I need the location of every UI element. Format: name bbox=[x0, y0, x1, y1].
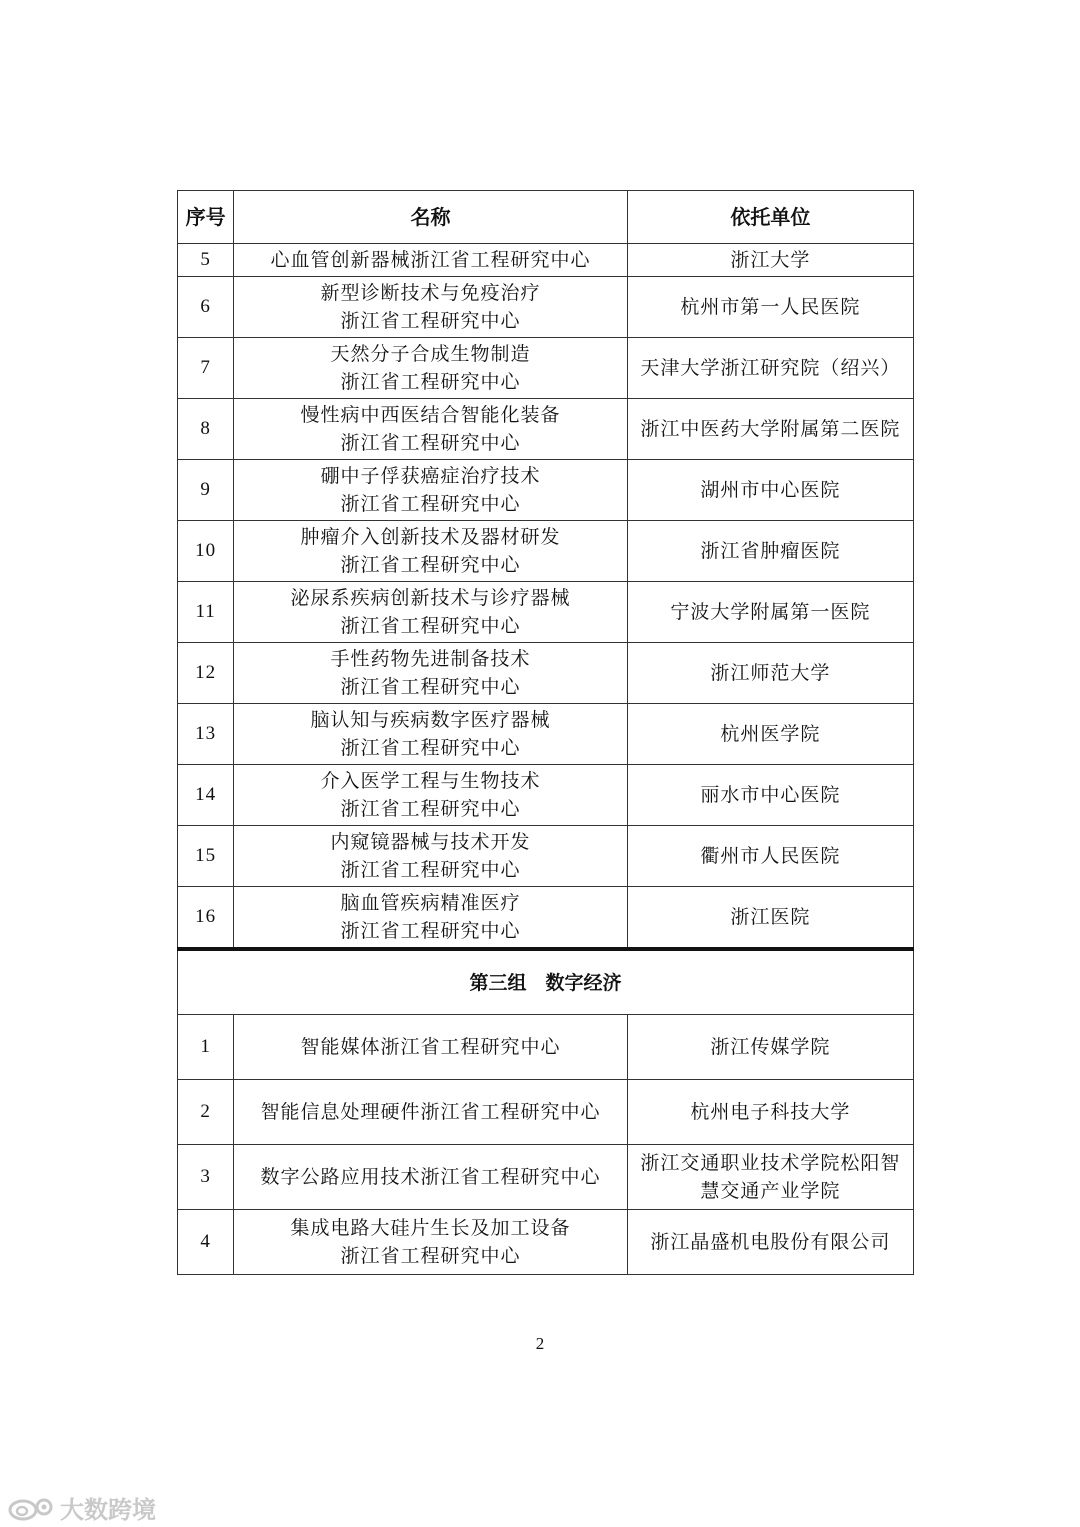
center-name-line: 浙江省工程研究中心 bbox=[340, 737, 521, 759]
host-unit bbox=[627, 643, 913, 704]
row-number: 16 bbox=[178, 887, 234, 950]
center-name-line: 浙江省工程研究中心 bbox=[340, 432, 521, 454]
row-number: 6 bbox=[178, 277, 234, 338]
host-unit bbox=[627, 887, 913, 950]
center-name-line: 浙江省工程研究中心 bbox=[340, 493, 521, 515]
row-number: 8 bbox=[178, 399, 234, 460]
center-name-line: 肿瘤介入创新技术及器材研发 bbox=[300, 526, 561, 548]
center-name-line: 浙江省工程研究中心 bbox=[340, 920, 521, 942]
host-unit-line: 丽水市中心医院 bbox=[700, 784, 841, 806]
center-name-line: 浙江省工程研究中心 bbox=[340, 859, 521, 881]
center-name-line: 数字公路应用技术浙江省工程研究中心 bbox=[260, 1166, 601, 1188]
table-row bbox=[178, 244, 914, 277]
center-name-line: 智能信息处理硬件浙江省工程研究中心 bbox=[260, 1101, 601, 1123]
table-row bbox=[178, 277, 914, 338]
center-name-line: 脑血管疾病精准医疗 bbox=[340, 892, 521, 914]
engineering-center-table bbox=[177, 190, 914, 1275]
table-header-row bbox=[178, 191, 914, 244]
host-unit bbox=[627, 521, 913, 582]
center-name bbox=[234, 826, 628, 887]
table-row bbox=[178, 521, 914, 582]
weibo-logo-icon bbox=[8, 1495, 54, 1521]
header-unit: 依托单位 bbox=[627, 191, 913, 244]
center-name-line: 浙江省工程研究中心 bbox=[340, 1245, 521, 1267]
host-unit-line: 宁波大学附属第一医院 bbox=[670, 601, 871, 623]
row-number: 15 bbox=[178, 826, 234, 887]
center-name bbox=[234, 704, 628, 765]
table-row bbox=[178, 1145, 914, 1210]
watermark-text: 大数跨境 bbox=[60, 1496, 156, 1524]
center-name-line: 硼中子俘获癌症治疗技术 bbox=[320, 465, 541, 487]
header-num: 序号 bbox=[178, 191, 234, 244]
center-name bbox=[234, 1145, 628, 1210]
center-name-line: 脑认知与疾病数字医疗器械 bbox=[310, 709, 551, 731]
host-unit bbox=[627, 460, 913, 521]
table-row bbox=[178, 887, 914, 950]
center-name-line: 浙江省工程研究中心 bbox=[340, 554, 521, 576]
center-name bbox=[234, 765, 628, 826]
group-title-row bbox=[178, 949, 914, 1015]
host-unit bbox=[627, 399, 913, 460]
host-unit-line: 衢州市人民医院 bbox=[700, 845, 841, 867]
table-row bbox=[178, 765, 914, 826]
row-number: 7 bbox=[178, 338, 234, 399]
row-number: 4 bbox=[178, 1210, 234, 1275]
host-unit bbox=[627, 826, 913, 887]
center-name-line: 浙江省工程研究中心 bbox=[340, 676, 521, 698]
watermark bbox=[8, 1490, 156, 1525]
host-unit-line: 湖州市中心医院 bbox=[700, 479, 841, 501]
center-name bbox=[234, 277, 628, 338]
center-name-line: 浙江省工程研究中心 bbox=[340, 798, 521, 820]
host-unit bbox=[627, 765, 913, 826]
table-row bbox=[178, 460, 914, 521]
row-number: 10 bbox=[178, 521, 234, 582]
center-name-line: 智能媒体浙江省工程研究中心 bbox=[300, 1036, 561, 1058]
table-row bbox=[178, 1015, 914, 1080]
host-unit-line: 杭州医学院 bbox=[720, 723, 821, 745]
center-name-line: 集成电路大硅片生长及加工设备 bbox=[290, 1217, 571, 1239]
host-unit bbox=[627, 582, 913, 643]
row-number: 1 bbox=[178, 1015, 234, 1080]
host-unit bbox=[627, 1210, 913, 1275]
row-number: 11 bbox=[178, 582, 234, 643]
center-name bbox=[234, 399, 628, 460]
center-name-line: 浙江省工程研究中心 bbox=[340, 615, 521, 637]
host-unit-line: 浙江中医药大学附属第二医院 bbox=[640, 418, 901, 440]
center-name bbox=[234, 460, 628, 521]
header-name: 名称 bbox=[234, 191, 628, 244]
host-unit bbox=[627, 1015, 913, 1080]
host-unit bbox=[627, 1080, 913, 1145]
host-unit-line: 杭州电子科技大学 bbox=[690, 1101, 851, 1123]
table-row bbox=[178, 338, 914, 399]
row-number: 13 bbox=[178, 704, 234, 765]
host-unit bbox=[627, 244, 913, 277]
center-name-line: 心血管创新器械浙江省工程研究中心 bbox=[270, 249, 591, 271]
host-unit-line: 浙江省肿瘤医院 bbox=[700, 540, 841, 562]
table-row bbox=[178, 1080, 914, 1145]
host-unit-line: 天津大学浙江研究院（绍兴） bbox=[640, 357, 901, 379]
host-unit-line: 浙江交通职业技术学院松阳智 bbox=[640, 1152, 901, 1174]
table-row bbox=[178, 704, 914, 765]
center-name-line: 浙江省工程研究中心 bbox=[340, 310, 521, 332]
table-row bbox=[178, 582, 914, 643]
host-unit-line: 浙江医院 bbox=[730, 906, 811, 928]
section-rows bbox=[178, 244, 914, 950]
host-unit bbox=[627, 1145, 913, 1210]
host-unit-line: 浙江传媒学院 bbox=[710, 1036, 831, 1058]
center-name bbox=[234, 582, 628, 643]
center-name bbox=[234, 1210, 628, 1275]
center-name bbox=[234, 244, 628, 277]
row-number: 5 bbox=[178, 244, 234, 277]
center-name-line: 介入医学工程与生物技术 bbox=[320, 770, 541, 792]
table-row bbox=[178, 826, 914, 887]
center-name-line: 天然分子合成生物制造 bbox=[330, 343, 531, 365]
center-name bbox=[234, 521, 628, 582]
center-name-line: 手性药物先进制备技术 bbox=[330, 648, 531, 670]
host-unit bbox=[627, 277, 913, 338]
group-section bbox=[178, 949, 914, 1275]
table-row bbox=[178, 643, 914, 704]
host-unit bbox=[627, 704, 913, 765]
center-name bbox=[234, 643, 628, 704]
table-row bbox=[178, 399, 914, 460]
host-unit-line: 浙江大学 bbox=[730, 249, 811, 271]
center-name-line: 泌尿系疾病创新技术与诊疗器械 bbox=[290, 587, 571, 609]
row-number: 3 bbox=[178, 1145, 234, 1210]
center-name bbox=[234, 887, 628, 950]
host-unit-line: 杭州市第一人民医院 bbox=[680, 296, 861, 318]
row-number: 9 bbox=[178, 460, 234, 521]
center-name-line: 浙江省工程研究中心 bbox=[340, 371, 521, 393]
row-number: 2 bbox=[178, 1080, 234, 1145]
center-name bbox=[234, 338, 628, 399]
center-name-line: 内窥镜器械与技术开发 bbox=[330, 831, 531, 853]
host-unit-line: 浙江晶盛机电股份有限公司 bbox=[650, 1231, 891, 1253]
host-unit bbox=[627, 338, 913, 399]
row-number: 14 bbox=[178, 765, 234, 826]
center-name-line: 新型诊断技术与免疫治疗 bbox=[320, 282, 541, 304]
group-title: 第三组 数字经济 bbox=[178, 949, 914, 1015]
table-row bbox=[178, 1210, 914, 1275]
center-name bbox=[234, 1015, 628, 1080]
center-name-line: 慢性病中西医结合智能化装备 bbox=[300, 404, 561, 426]
page-number: 2 bbox=[535, 1334, 545, 1353]
row-number: 12 bbox=[178, 643, 234, 704]
host-unit-line: 浙江师范大学 bbox=[710, 662, 831, 684]
center-name bbox=[234, 1080, 628, 1145]
host-unit-line: 慧交通产业学院 bbox=[700, 1180, 841, 1202]
